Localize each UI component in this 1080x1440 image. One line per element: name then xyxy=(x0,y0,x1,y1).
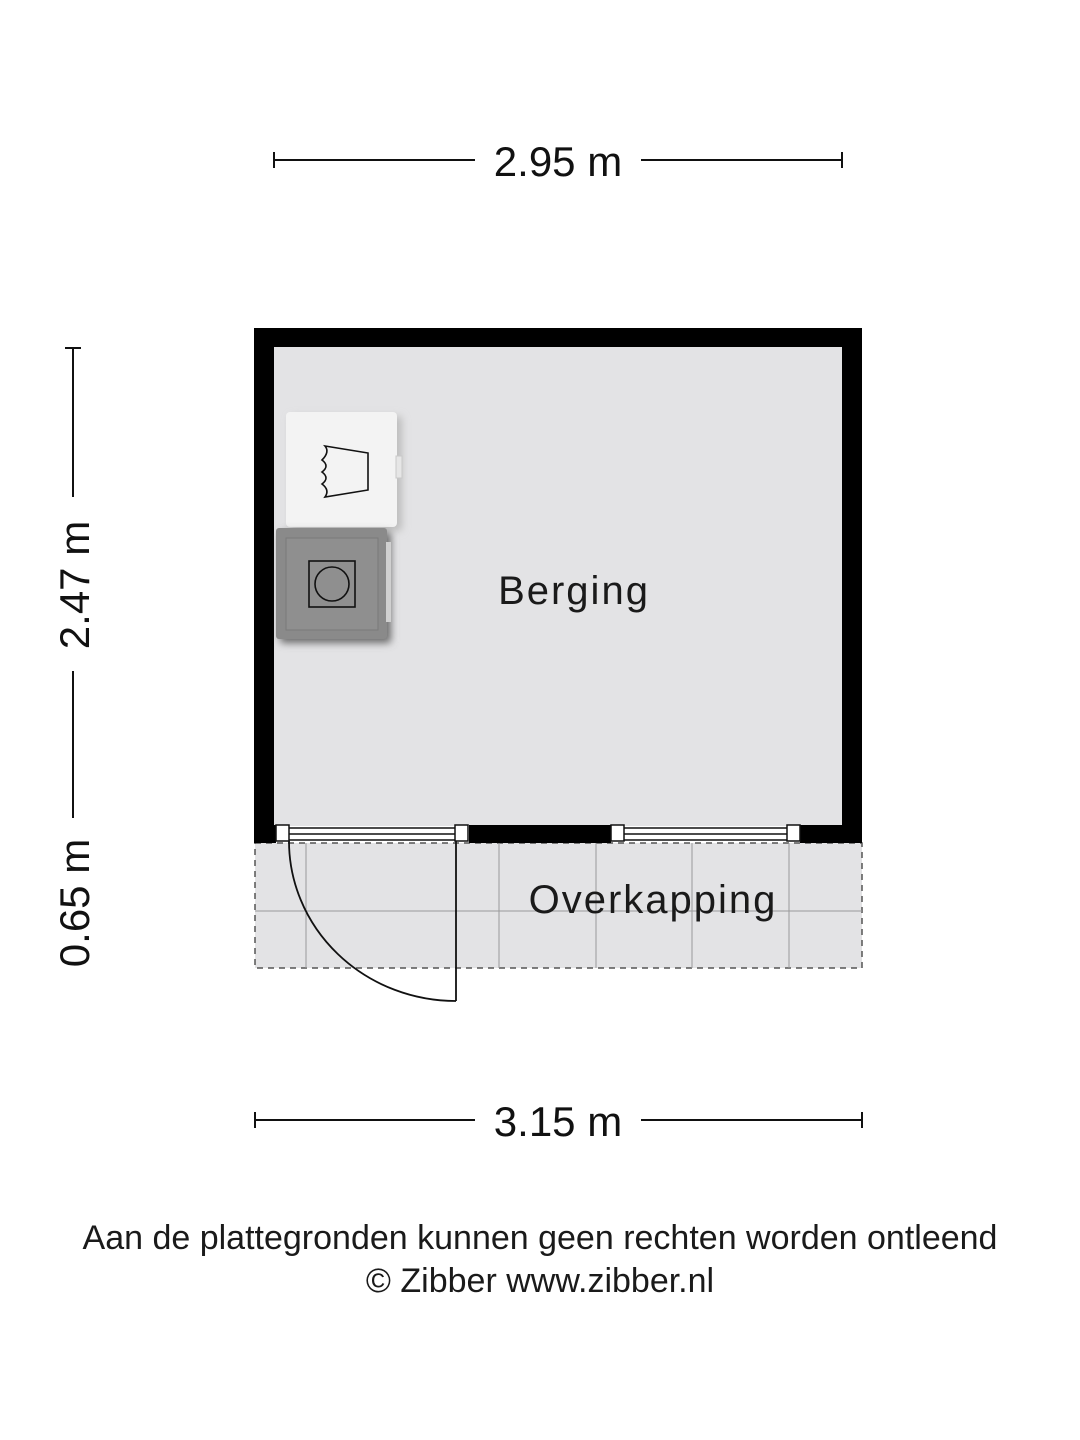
footer-disclaimer: Aan de plattegronden kunnen geen rechten worden ontleend xyxy=(82,1219,998,1257)
dimension-bottom-label: 3.15 m xyxy=(493,1098,623,1145)
dimension-left xyxy=(51,348,98,967)
dimension-left-berging-label: 2.47 m xyxy=(51,520,98,650)
washing-machine-icon xyxy=(276,528,391,643)
dimension-top-label: 2.95 m xyxy=(493,138,623,185)
room-label-overkapping: Overkapping xyxy=(528,878,778,922)
room-label-berging: Berging xyxy=(498,569,650,613)
footer-copyright: © Zibber www.zibber.nl xyxy=(365,1262,715,1300)
dimension-bottom xyxy=(255,1098,862,1145)
dimension-left-overkapping-label: 0.65 m xyxy=(51,838,98,968)
door-frame xyxy=(276,825,468,841)
dryer-icon xyxy=(286,412,402,531)
dimension-top xyxy=(274,138,842,185)
window xyxy=(611,825,800,841)
